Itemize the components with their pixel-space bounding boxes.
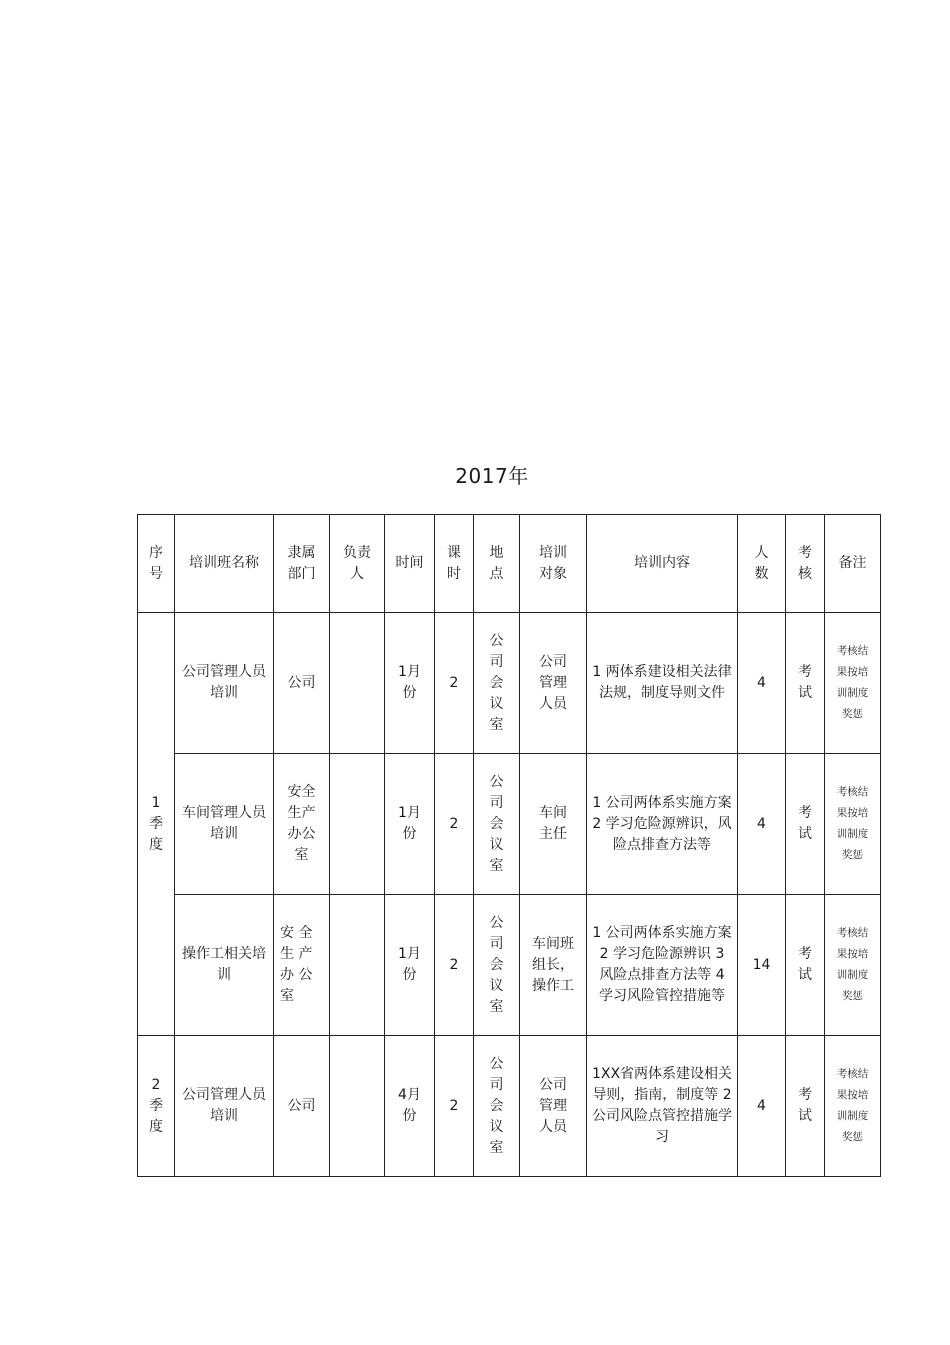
header-dept: 隶属部门: [274, 515, 330, 613]
remark: 考核结果按培训制度奖惩: [825, 754, 881, 895]
count: 4: [738, 754, 786, 895]
remark: 考核结果按培训制度奖惩: [825, 613, 881, 754]
hours: 2: [435, 895, 474, 1036]
content: 1 公司两体系实施方案 2 学习危险源辨识 3 风险点排查方法等 4 学习风险管控措施等: [587, 895, 738, 1036]
header-owner: 负责人: [330, 515, 385, 613]
count: 4: [738, 1036, 786, 1177]
assess: 考试: [786, 613, 825, 754]
assess: 考试: [786, 754, 825, 895]
time: 1月份: [385, 895, 435, 1036]
table-row: [138, 613, 881, 754]
target: 公司管理人员: [520, 613, 587, 754]
table-row: [138, 895, 881, 1036]
target: 车间班组长，操作工: [520, 895, 587, 1036]
header-row: [138, 515, 881, 613]
department: 安全生产办公室: [274, 754, 330, 895]
quarter-cell: 2季度: [138, 1036, 175, 1177]
department: 公司: [274, 613, 330, 754]
header-seq: 序号: [138, 515, 175, 613]
table-row: [138, 754, 881, 895]
owner: [330, 754, 385, 895]
header-target: 培训对象: [520, 515, 587, 613]
header-content: 培训内容: [587, 515, 738, 613]
remark: 考核结果按培训制度奖惩: [825, 895, 881, 1036]
header-name: 培训班名称: [175, 515, 274, 613]
table-row: [138, 1036, 881, 1177]
header-remark: 备注: [825, 515, 881, 613]
owner: [330, 1036, 385, 1177]
assess: 考试: [786, 1036, 825, 1177]
target: 公司管理人员: [520, 1036, 587, 1177]
time: 1月份: [385, 613, 435, 754]
owner: [330, 613, 385, 754]
quarter-cell: 1季度: [138, 613, 175, 1036]
content: 1 两体系建设相关法律法规，制度导则文件: [587, 613, 738, 754]
header-place: 地点: [474, 515, 520, 613]
course-name: 车间管理人员培训: [175, 754, 274, 895]
header-assess: 考核: [786, 515, 825, 613]
place: 公司会议室: [474, 613, 520, 754]
course-name: 公司管理人员培训: [175, 1036, 274, 1177]
owner: [330, 895, 385, 1036]
hours: 2: [435, 754, 474, 895]
count: 4: [738, 613, 786, 754]
content: 1XX省两体系建设相关导则，指南，制度等 2 公司风险点管控措施学习: [587, 1036, 738, 1177]
count: 14: [738, 895, 786, 1036]
place: 公司会议室: [474, 754, 520, 895]
time: 1月份: [385, 754, 435, 895]
header-count: 人数: [738, 515, 786, 613]
assess: 考试: [786, 895, 825, 1036]
target: 车间主任: [520, 754, 587, 895]
department: 公司: [274, 1036, 330, 1177]
page-title: 2017年: [455, 464, 529, 488]
time: 4月份: [385, 1036, 435, 1177]
content: 1 公司两体系实施方案 2 学习危险源辨识，风险点排查方法等: [587, 754, 738, 895]
header-hours: 课时: [435, 515, 474, 613]
hours: 2: [435, 1036, 474, 1177]
course-name: 操作工相关培训: [175, 895, 274, 1036]
place: 公司会议室: [474, 1036, 520, 1177]
remark: 考核结果按培训制度奖惩: [825, 1036, 881, 1177]
place: 公司会议室: [474, 895, 520, 1036]
course-name: 公司管理人员培训: [175, 613, 274, 754]
training-plan-table: [137, 514, 881, 1177]
hours: 2: [435, 613, 474, 754]
header-time: 时间: [385, 515, 435, 613]
department: 安 全 生 产 办 公 室: [274, 895, 330, 1036]
